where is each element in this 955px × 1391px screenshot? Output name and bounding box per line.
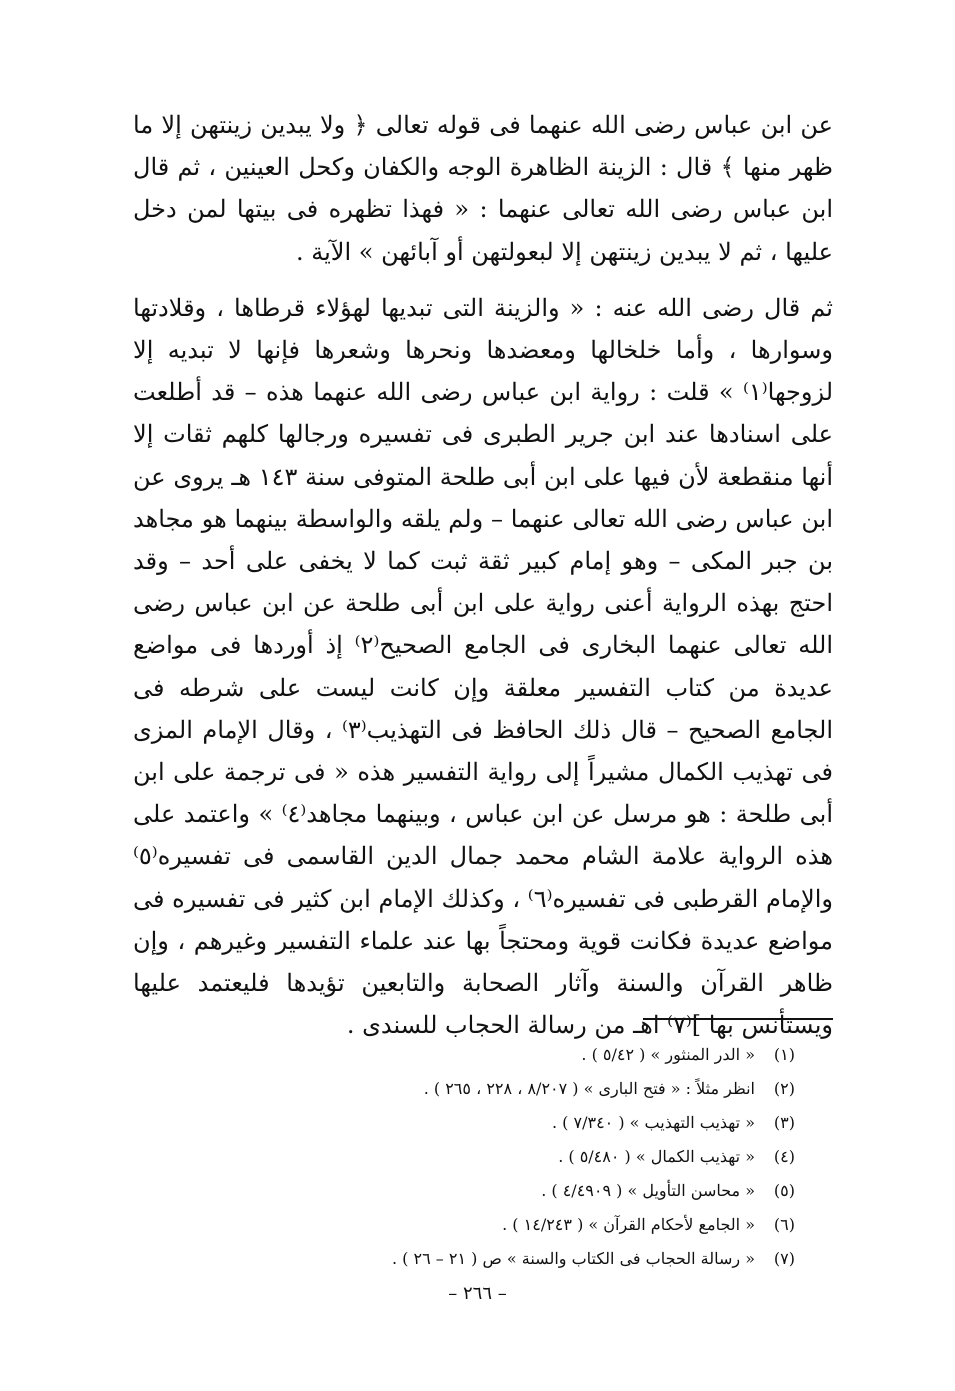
footnote-text: « الجامع لأحكام القرآن » ( ١٤/٢٤٣ ) . <box>502 1215 755 1234</box>
footnote-1 <box>155 1038 795 1072</box>
footnote-number: (٣) <box>773 1113 795 1132</box>
footnote-7 <box>155 1242 795 1276</box>
page-number: – ٢٦٦ – <box>448 1283 507 1304</box>
paragraph-1: عن ابن عباس رضى الله عنهما فى قوله تعالى ﴿ ولا يبدين زينتهن إلا ما ظهر منها ﴾ قال : الزينة الظاهرة الوجه والكفان وكحل العينين ، ثم قال ابن عباس رضى الله تعالى عنهما : « فهذا تظهره فى بيتها لمن دخل عليها ، ثم لا يبدين زينتهن إلا لبعولتهن أو آبائهن » الآية . <box>133 111 833 266</box>
footnote-text: « محاسن التأويل » ( ٤/٤٩٠٩ ) . <box>541 1181 755 1200</box>
footnote-number: (٢) <box>773 1079 795 1098</box>
footnote-3 <box>155 1106 795 1140</box>
footnote-2 <box>155 1072 795 1106</box>
footnote-number: (٤) <box>773 1147 795 1166</box>
footnote-separator <box>643 1018 833 1020</box>
footnote-number: (٧) <box>773 1249 795 1268</box>
footnote-text: انظر مثلاً : « فتح البارى » ( ٨/٢٠٧ ، ٢٢٨ ، ٢٦٥ ) . <box>423 1079 755 1098</box>
footnote-number: (١) <box>773 1045 795 1064</box>
footnote-text: « تهذيب التهذيب » ( ٧/٣٤٠ ) . <box>552 1113 755 1132</box>
footnote-4 <box>155 1140 795 1174</box>
footnote-number: (٥) <box>773 1181 795 1200</box>
paragraph-2: ثم قال رضى الله عنه : « والزينة التى تبديها لهؤلاء قرطاها ، وقلادتها وسوارها ، وأما خلخالها ومعضدها ونحرها وشعرها فإنها لا تبديه إلا لزوجها⁽١⁾ » قلت : رواية ابن عباس رضى الله عنهما هذه – قد أطلعت على اسنادها عند ابن جرير الطبرى فى تفسيره ورجالها كلهم ثقات إلا أنها منقطعة لأن فيها على ابن أبى طلحة المتوفى سنة ١٤٣ هـ يروى عن ابن عباس رضى الله تعالى عنهما – ولم يلقه والواسطة بينهما هو مجاهد بن جبر المكى – وهو إمام كبير ثقة ثبت كما لا يخفى على أحد – وقد احتج بهذه الرواية أعنى رواية على ابن أبى طلحة عن ابن عباس رضى الله تعالى عنهما البخارى فى الجامع الصحيح⁽٢⁾ إذ أوردها فى مواضع عديدة من كتاب التفسير معلقة وإن كانت ليست على شرطه فى الجامع الصحيح – قال ذلك الحافظ فى التهذيب⁽٣⁾ ، وقال الإمام المزى فى تهذيب الكمال مشيراً إلى رواية التفسير هذه « فى ترجمة على ابن أبى طلحة : هو مرسل عن ابن عباس ، وبينهما مجاهد⁽٤⁾ » واعتمد على هذه الرواية علامة الشام محمد جمال الدين القاسمى فى تفسيره⁽٥⁾ والإمام القرطبى فى تفسيره⁽٦⁾ ، وكذلك الإمام ابن كثير فى تفسيره فى مواضع عديدة فكانت قوية ومحتجاً بها عند علماء التفسير وغيرهم ، وإن ظاهر القرآن والسنة وآثار الصحابة والتابعين تؤيدها فليعتمد عليها ويستأنس بها ]⁽٧⁾ اهـ من رسالة الحجاب للسندى . <box>133 293 834 1040</box>
footnote-text: « تهذيب الكمال » ( ٥/٤٨٠ ) . <box>558 1147 755 1166</box>
footnote-text: « رسالة الحجاب فى الكتاب والسنة » ص ( ٢١ – ٢٦ ) . <box>392 1249 755 1268</box>
footnotes-list <box>155 1038 795 1276</box>
footnote-number: (٦) <box>773 1215 795 1234</box>
main-text <box>133 104 833 1046</box>
footnote-6 <box>155 1208 795 1242</box>
footnote-5 <box>155 1174 795 1208</box>
footnote-text: « الدر المنثور » ( ٥/٤٢ ) . <box>581 1045 755 1064</box>
